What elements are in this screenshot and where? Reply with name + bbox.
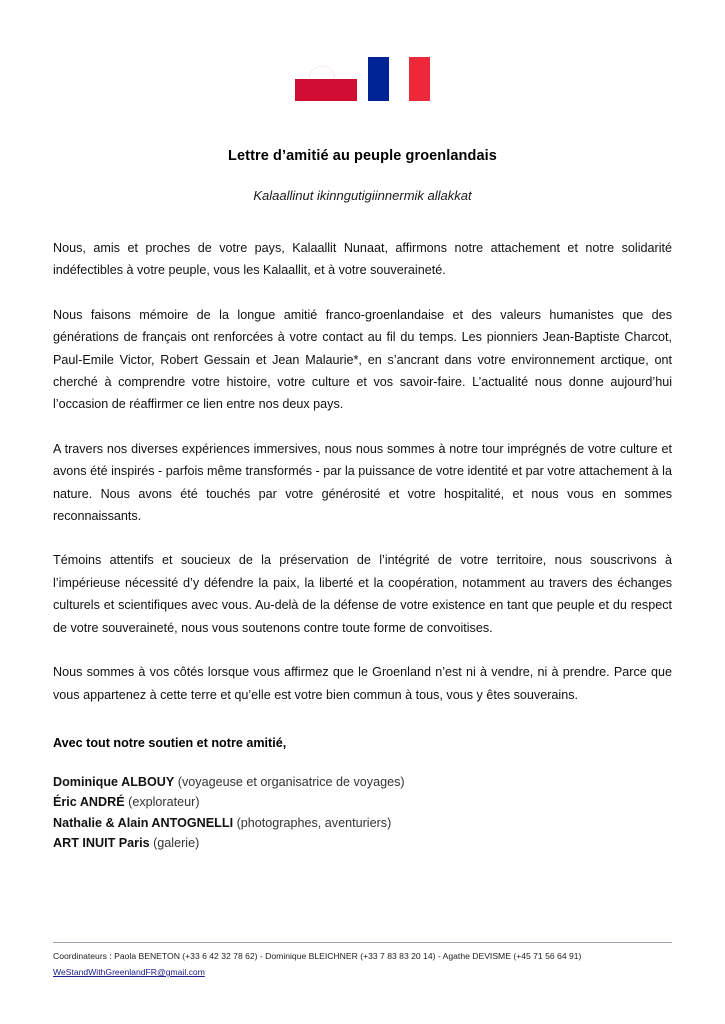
signatory-name: Éric ANDRÉ bbox=[53, 795, 125, 810]
closing-line: Avec tout notre soutien et notre amitié, bbox=[53, 735, 287, 750]
france-flag-icon bbox=[368, 57, 430, 101]
signatory-role: (photographes, aventuriers) bbox=[236, 815, 392, 830]
signatory-name: Nathalie & Alain ANTOGNELLI bbox=[53, 815, 234, 830]
signatory-role: (voyageuse et organisatrice de voyages) bbox=[177, 774, 405, 789]
signatory-role: (galerie) bbox=[153, 836, 200, 851]
page-title: Lettre d’amitié au peuple groenlandais bbox=[228, 148, 497, 164]
footer-coordinators: Coordinateurs : Paola BENETON (+33 6 42 32 78 62) - Dominique BLEICHNER (+33 7 83 83 20 14) - Agathe DEVISME (+45 71 56 64 91) bbox=[53, 950, 582, 961]
greenland-flag-disc bbox=[309, 66, 335, 92]
flags-row bbox=[53, 0, 672, 101]
list-item bbox=[53, 772, 672, 792]
list-item bbox=[53, 813, 672, 833]
paragraph-1: Nous, amis et proches de votre pays, Kalaallit Nunaat, affirmons notre attachement et notre solidarité indéfectibles à votre peuple, vous les Kalaallit, et à votre souveraineté. bbox=[53, 241, 672, 278]
paragraph-4: Témoins attentifs et soucieux de la préservation de l’intégrité de votre territoire, nous souscrivons à l’impérieuse nécessité d’y défendre la paix, la liberté et la coopération, notamment au travers des échanges culturels et scientifiques avec vous. Au-delà de la défense de votre existence en tant que peuple et du respect de votre souveraineté, nous vous soutenons contre toute forme de convoitises. bbox=[53, 553, 672, 635]
signatory-name: Dominique ALBOUY bbox=[53, 774, 175, 789]
france-flag-red-band bbox=[409, 57, 430, 101]
signatory-name: ART INUIT Paris bbox=[53, 836, 150, 851]
letter-body bbox=[53, 237, 672, 706]
france-flag-white-band bbox=[389, 57, 410, 101]
page-footer bbox=[53, 942, 672, 980]
signatory-list bbox=[53, 772, 672, 854]
paragraph-5: Nous sommes à vos côtés lorsque vous affirmez que le Groenland n’est ni à vendre, ni à prendre. Parce que vous appartenez à cette terre et qu’elle est votre bien commun à tous, vous y êtes souverains. bbox=[53, 665, 672, 702]
list-item bbox=[53, 833, 672, 853]
footer-email-link[interactable]: WeStandWithGreenlandFR@gmail.com bbox=[53, 967, 205, 977]
france-flag-blue-band bbox=[368, 57, 389, 101]
paragraph-3: A travers nos diverses expériences immersives, nous nous sommes à notre tour imprégnés de votre culture et avons été inspirés - parfois même transformés - par la puissance de votre identité et par votre attachement à la nature. Nous avons été touchés par votre générosité et votre hospitalité, et nous vous en sommes reconnaissants. bbox=[53, 441, 672, 524]
list-item bbox=[53, 792, 672, 812]
page-subtitle: Kalaallinut ikinngutigiinnermik allakkat bbox=[253, 188, 472, 203]
paragraph-2: Nous faisons mémoire de la longue amitié franco-groenlandaise et des valeurs humanistes que des générations de français ont renforcées à votre contact au fil du temps. Les pionniers Jean-Baptiste Charcot, Paul-Emile Victor, Robert Gessain et Jean Malaurie*, en s’ancrant dans votre environnement arctique, ont cherché à comprendre votre histoire, votre culture et vos savoir-faire. L’actualité nous donne aujourd’hui l’occasion de réaffirmer ce lien entre nos deux pays. bbox=[53, 307, 672, 412]
greenland-flag-icon bbox=[295, 57, 357, 101]
signatory-role: (explorateur) bbox=[128, 795, 200, 810]
